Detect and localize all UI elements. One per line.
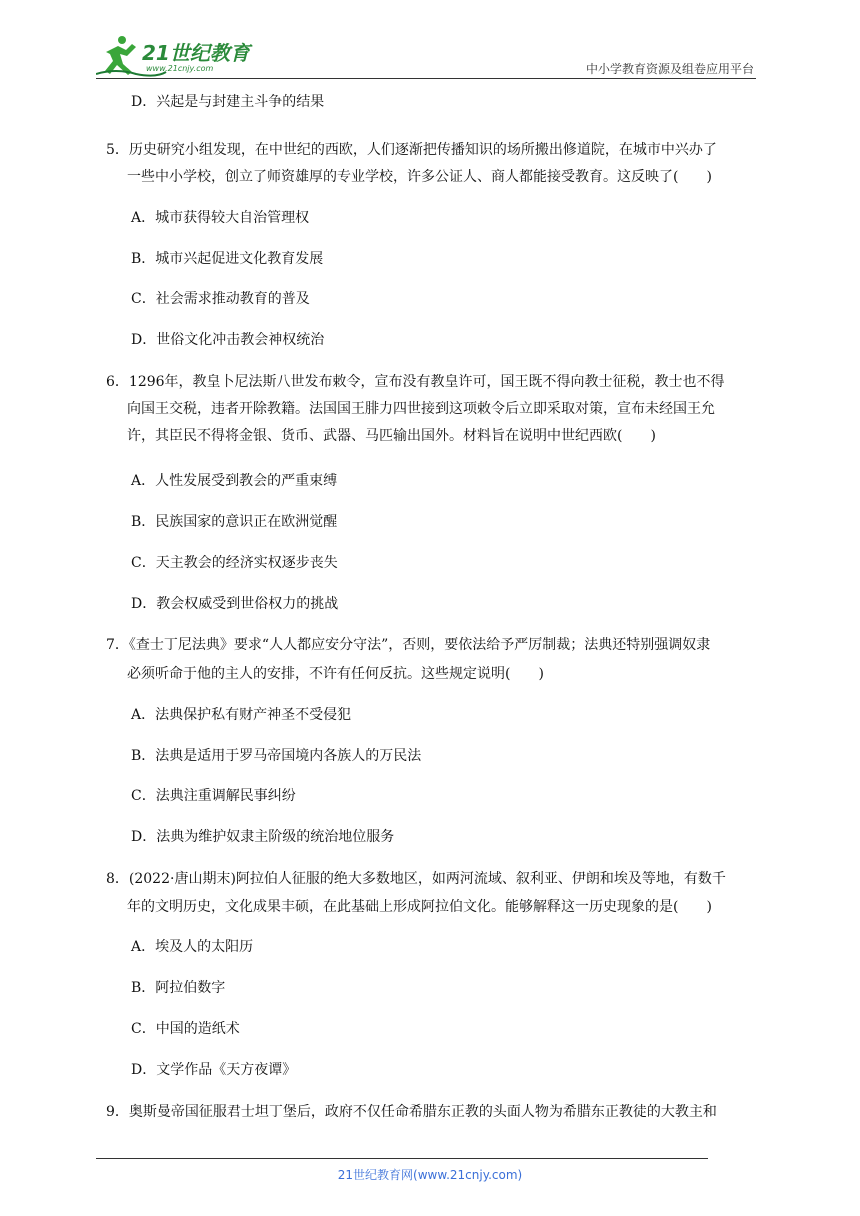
q5-option-a: A．城市获得较大自治管理权	[131, 210, 310, 226]
q5-option-d: D．世俗文化冲击教会神权统治	[131, 332, 325, 348]
page-header	[0, 0, 860, 80]
q5-option-b: B．城市兴起促进文化教育发展	[131, 251, 324, 267]
logo-url: www.21cnjy.com	[146, 64, 214, 73]
site-logo	[96, 34, 266, 78]
q7-line-2: 必须听命于他的主人的安排，不许有任何反抗。这些规定说明( )	[127, 666, 544, 682]
q7-option-c: C．法典注重调解民事纠纷	[131, 788, 296, 804]
q8-option-c: C．中国的造纸术	[131, 1021, 240, 1037]
header-divider	[96, 78, 756, 79]
q8-line-1: 8．(2022·唐山期末)阿拉伯人征服的绝大多数地区，如两河流域、叙利亚、伊朗和埃及等地，有数千	[106, 871, 726, 887]
q6-option-d: D．教会权威受到世俗权力的挑战	[131, 596, 339, 612]
logo-title: 21世纪教育	[142, 41, 250, 65]
q8-line-2: 年的文明历史，文化成果丰硕，在此基础上形成阿拉伯文化。能够解释这一历史现象的是( )	[127, 899, 712, 915]
q7-option-a: A．法典保护私有财产神圣不受侵犯	[131, 707, 352, 723]
q6-line-2: 向国王交税，违者开除教籍。法国国王腓力四世接到这项敕令后立即采取对策，宣布未经国王允	[127, 401, 715, 417]
q8-option-d: D．文学作品《天方夜谭》	[131, 1062, 297, 1078]
platform-name: 中小学教育资源及组卷应用平台	[585, 62, 754, 76]
prev-option-d: D．兴起是与封建主斗争的结果	[131, 94, 325, 110]
q8-option-b: B．阿拉伯数字	[131, 980, 226, 996]
q7-option-b: B．法典是适用于罗马帝国境内各族人的万民法	[131, 748, 422, 764]
footer-link[interactable]: 21世纪教育网(www.21cnjy.com)	[337, 1168, 523, 1182]
q6-option-a: A．人性发展受到教会的严重束缚	[131, 473, 338, 489]
q6-option-b: B．民族国家的意识正在欧洲觉醒	[131, 514, 338, 530]
q7-option-d: D．法典为维护奴隶主阶级的统治地位服务	[131, 829, 395, 845]
q5-option-c: C．社会需求推动教育的普及	[131, 291, 310, 307]
q9-line-1: 9．奥斯曼帝国征服君士坦丁堡后，政府不仅任命希腊东正教的头面人物为希腊东正教徒的大教主和	[106, 1104, 717, 1120]
q5-line-1: 5．历史研究小组发现，在中世纪的西欧，人们逐渐把传播知识的场所搬出修道院，在城市中兴办了	[106, 142, 717, 158]
q6-line-1: 6．1296年，教皇卜尼法斯八世发布敕令，宣布没有教皇许可，国王既不得向教士征税，教士也不得	[106, 374, 725, 390]
q8-option-a: A．埃及人的太阳历	[131, 939, 254, 955]
q6-option-c: C．天主教会的经济实权逐步丧失	[131, 555, 338, 571]
q5-line-2: 一些中小学校，创立了师资雄厚的专业学校，许多公证人、商人都能接受教育。这反映了( )	[127, 169, 712, 185]
footer-divider	[96, 1158, 708, 1159]
q7-line-1: 7．《查士丁尼法典》要求“人人都应安分守法”，否则，要依法给予严厉制裁；法典还特别强调奴隶	[106, 637, 711, 653]
q6-line-3: 许，其臣民不得将金银、货币、武器、马匹输出国外。材料旨在说明中世纪西欧( )	[127, 428, 656, 444]
